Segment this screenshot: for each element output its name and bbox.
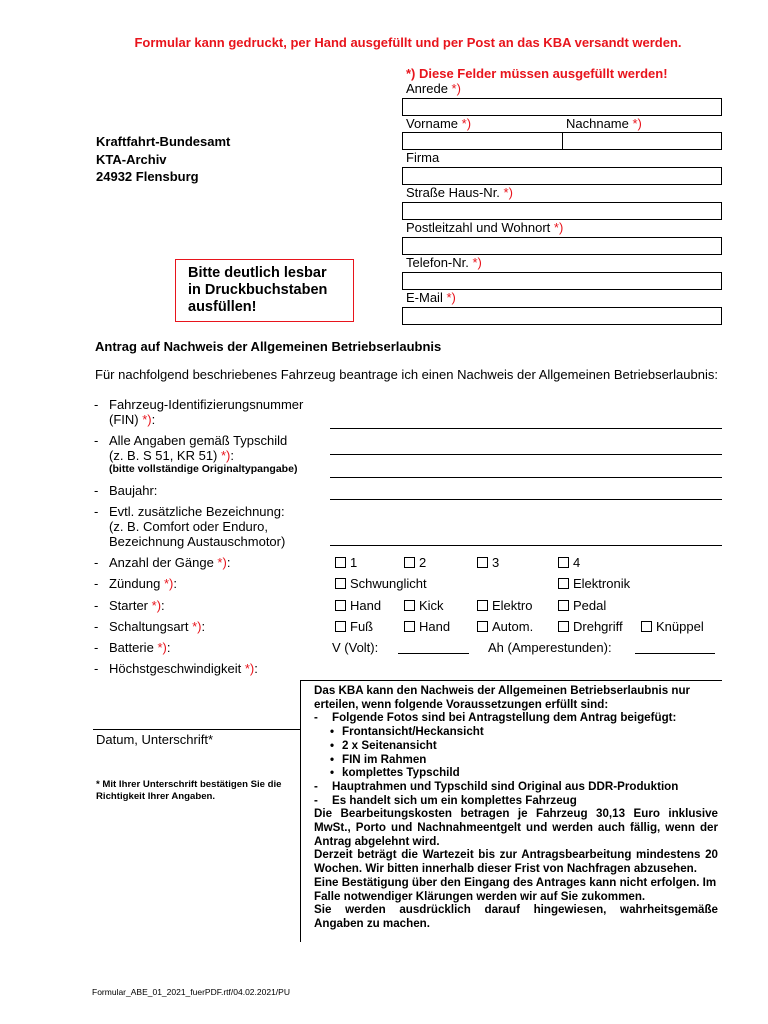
item-hoechstgeschwindigkeit: - Höchstgeschwindigkeit *): [94,661,258,676]
nachname-label: Nachname *) [566,116,642,131]
form-intro: Für nachfolgend beschriebenes Fahrzeug beantrage ich einen Nachweis der Allgemeinen Betriebserlaubnis: [95,367,718,382]
schaltung-option-drehgriff[interactable]: Drehgriff [558,619,623,634]
starter-option-hand[interactable]: Hand [335,598,381,613]
schaltung-option-autom[interactable]: Autom. [477,619,533,634]
ah-input-line[interactable] [635,653,715,654]
item-batterie: - Batterie *): [94,640,171,655]
nachname-field[interactable] [562,132,722,150]
item-gaenge: - Anzahl der Gänge *): [94,555,231,570]
baujahr-input-line[interactable] [330,499,722,500]
signature-label: Datum, Unterschrift* [96,732,214,747]
starter-option-kick[interactable]: Kick [404,598,444,613]
legibility-box: Bitte deutlich lesbar in Druckbuchstaben ausfüllen! [175,259,354,322]
item-schaltung: - Schaltungsart *): [94,619,206,634]
firma-field[interactable] [402,167,722,185]
schaltung-option-hand[interactable]: Hand [404,619,450,634]
item-bezeichnung: - Evtl. zusätzliche Bezeichnung: (z. B. Comfort oder Enduro, Bezeichnung Austauschmotor) [94,504,286,549]
item-starter: - Starter *): [94,598,165,613]
bezeichnung-input-line[interactable] [330,545,722,546]
gaenge-option-3[interactable]: 3 [477,555,499,570]
zuendung-option-elektronik[interactable]: Elektronik [558,576,630,591]
plz-ort-label: Postleitzahl und Wohnort *) [406,220,564,235]
volt-label: V (Volt): [332,640,379,655]
telefon-label: Telefon-Nr. *) [406,255,482,270]
starter-option-pedal[interactable]: Pedal [558,598,606,613]
starter-option-elektro[interactable]: Elektro [477,598,532,613]
email-label: E-Mail *) [406,290,456,305]
item-fin: - Fahrzeug-Identifizierungsnummer (FIN) *): [94,397,304,427]
hoechst-input-line[interactable] [300,680,722,681]
schaltung-option-knueppel[interactable]: Knüppel [641,619,704,634]
zuendung-option-schwunglicht[interactable]: Schwunglicht [335,576,427,591]
schaltung-option-fuss[interactable]: Fuß [335,619,373,634]
recipient-address: Kraftfahrt-Bundesamt KTA-Archiv 24932 Flensburg [96,134,231,184]
footer-file-info: Formular_ABE_01_2021_fuerPDF.rtf/04.02.2021/PU [92,987,290,997]
plz-ort-field[interactable] [402,237,722,255]
firma-label: Firma [406,150,440,165]
typschild-input-line-2[interactable] [330,477,722,478]
form-heading: Antrag auf Nachweis der Allgemeinen Betriebserlaubnis [95,339,442,354]
signature-note: * Mit Ihrer Unterschrift bestätigen Sie die Richtigkeit Ihrer Angaben. [96,779,282,802]
top-notice: Formular kann gedruckt, per Hand ausgefüllt und per Post an das KBA versandt werden. [134,35,682,50]
gaenge-option-4[interactable]: 4 [558,555,580,570]
item-zuendung: - Zündung *): [94,576,177,591]
volt-input-line[interactable] [398,653,469,654]
item-typschild: - Alle Angaben gemäß Typschild (z. B. S 51, KR 51) *): (bitte vollständige Originaltypangabe) [94,433,298,475]
vorname-field[interactable] [402,132,563,150]
strasse-label: Straße Haus-Nr. *) [406,185,513,200]
typschild-input-line[interactable] [330,454,722,455]
kba-notice: Das KBA kann den Nachweis der Allgemeinen Betriebserlaubnis nur erteilen, wenn folgende Voraussetzungen erfüllt sind: - Folgende Fotos sind bei Antragstellung dem Antrag beigefügt: • Frontansicht/Heckansicht • 2 x Seitenansicht • FIN im Rahmen • komplettes Typschild - Hauptrahmen und Typschild sind Original aus DDR-Produktion - Es handelt sich um ein komplettes Fahrzeug Die Bearbeitungskosten betragen je Fahrzeug 30,13 Euro inklusive MwSt., Porto und Nachnahmeentgelt und werden auch fällig, wenn der Antrag abgelehnt wird. Derzeit beträgt die Wartezeit bis zur Antragsbearbeitung mindestens 20 Wochen. Wir bitten innerhalb dieser Frist von Nachfragen abzusehen. Eine Bestätigung über den Eingang des Antrages kann nicht erfolgen. Im Falle notwendiger Klärungen werden wir auf Sie zukommen. Sie werden ausdrücklich darauf hingewiesen, wahrheitsgemäße Angaben zu machen. [314,684,718,930]
fin-input-line[interactable] [330,428,722,429]
ah-label: Ah (Amperestunden): [488,640,612,655]
gaenge-option-1[interactable]: 1 [335,555,357,570]
strasse-field[interactable] [402,202,722,220]
gaenge-option-2[interactable]: 2 [404,555,426,570]
email-field[interactable] [402,307,722,325]
telefon-field[interactable] [402,272,722,290]
anrede-label: Anrede *) [406,81,461,96]
signature-line[interactable] [93,729,300,730]
anrede-field[interactable] [402,98,722,116]
item-baujahr: - Baujahr: [94,483,158,498]
vorname-label: Vorname *) [406,116,472,131]
required-note: *) Diese Felder müssen ausgefüllt werden! [406,66,668,81]
notice-divider [300,680,301,942]
